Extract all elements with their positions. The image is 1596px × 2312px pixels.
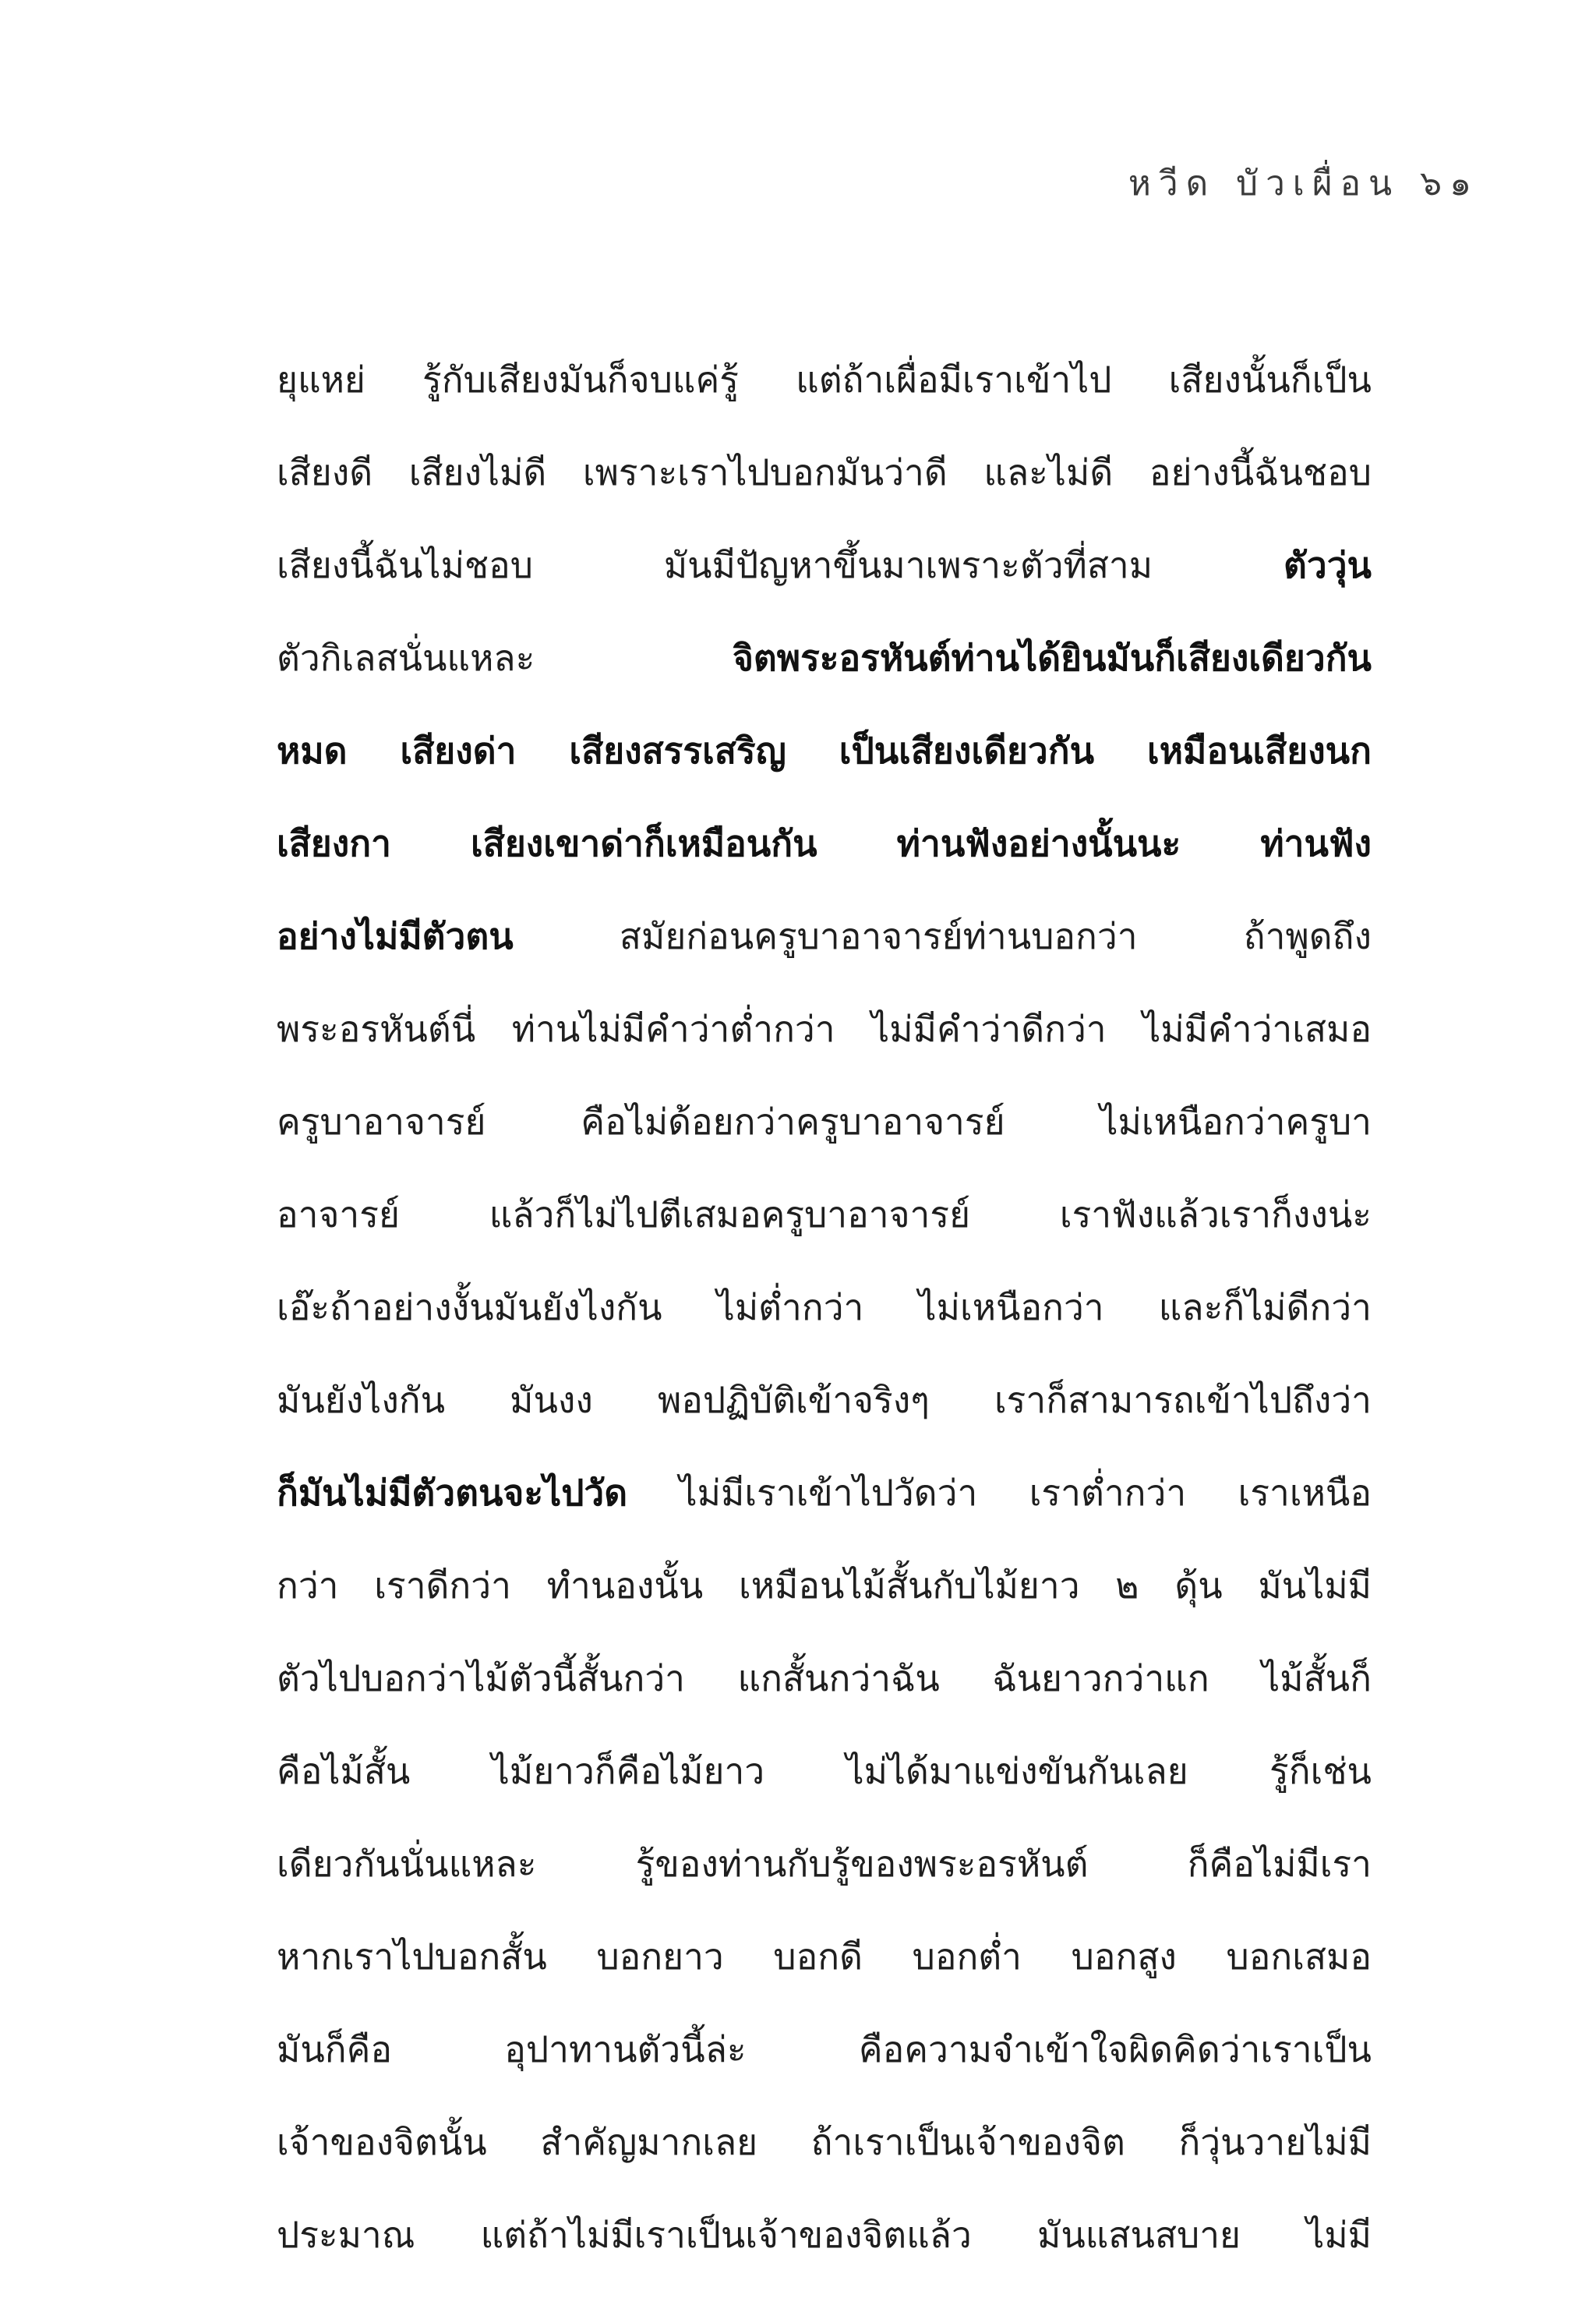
word: มันมีปัญหาขึ้นมาเพราะตัวที่สาม	[663, 544, 1153, 586]
word: เอ๊ะถ้าอย่างงั้นมันยังไงกัน	[277, 1286, 662, 1328]
word: ไม่มีคำว่าดีกว่า	[871, 1008, 1107, 1050]
text-line	[277, 426, 1372, 519]
word: แล้วก็ไม่ไปตีเสมอครูบาอาจารย์	[489, 1193, 971, 1236]
word: เสียงไม่ดี	[408, 451, 547, 493]
text-line	[277, 1540, 1372, 1632]
word: ตัวไปบอกว่าไม้ตัวนี้สั้นกว่า	[277, 1657, 686, 1699]
running-header	[1128, 156, 1479, 210]
word: คือไม่ด้อยกว่าครูบาอาจารย์	[581, 1101, 1005, 1143]
word: บอกต่ำ	[912, 1936, 1022, 1978]
bold-word: ก็มันไม่มีตัวตนจะไปวัด	[277, 1472, 628, 1514]
word: ไม่มีเราเข้าไปวัดว่า	[679, 1472, 978, 1514]
word: ฉันยาวกว่าแก	[992, 1657, 1209, 1699]
text-line	[277, 890, 1372, 983]
word: เราเหนือ	[1238, 1472, 1372, 1514]
word: และก็ไม่ดีกว่า	[1158, 1286, 1372, 1328]
bold-word: เสียงด่า	[400, 730, 517, 772]
word: รู้ของท่านกับรู้ของพระอรหันต์	[635, 1843, 1089, 1885]
word: สำคัญมากเลย	[540, 2121, 758, 2163]
word: ถ้าพูดถึง	[1243, 915, 1372, 957]
word: อาจารย์	[277, 1193, 400, 1236]
word: และไม่ดี	[983, 451, 1114, 493]
word: บอกเสมอ	[1226, 1936, 1372, 1978]
word: อุปาทานตัวนี้ล่ะ	[504, 2028, 747, 2070]
word: ทำนองนั้น	[546, 1564, 704, 1607]
bold-word: เหมือนเสียงนก	[1147, 730, 1372, 772]
text-line	[277, 1261, 1372, 1354]
word: ก็วุ่นวายไม่มี	[1178, 2121, 1372, 2163]
bold-word: เสียงสรรเสริญ	[569, 730, 786, 772]
text-line	[277, 2096, 1372, 2189]
word: ดุ้น	[1174, 1564, 1223, 1607]
bold-word: เสียงเขาด่าก็เหมือนกัน	[471, 822, 817, 864]
bold-word: เป็นเสียงเดียวกัน	[839, 730, 1095, 772]
text-line	[277, 1354, 1372, 1447]
bold-word: ท่านฟัง	[1260, 822, 1372, 864]
word: ไม่ต่ำกว่า	[716, 1286, 864, 1328]
word: มันไม่มี	[1258, 1564, 1372, 1607]
word: กว่า	[277, 1564, 339, 1607]
header-author-first: หวีด	[1128, 164, 1216, 203]
word: ถ้าเราเป็นเจ้าของจิต	[810, 2121, 1125, 2163]
word: เสียงนั้นก็เป็น	[1168, 359, 1372, 401]
word: ไม้ยาวก็คือไม้ยาว	[491, 1750, 765, 1792]
word: ไม่เหนือกว่าครูบา	[1100, 1101, 1372, 1143]
word: มันยังไงกัน	[277, 1379, 446, 1421]
bold-word: ตัววุ่น	[1284, 544, 1372, 586]
word: หากเราไปบอกสั้น	[277, 1936, 547, 1978]
text-line	[277, 334, 1372, 426]
word: ไม้สั้นก็	[1262, 1657, 1372, 1699]
word: เหมือนไม้สั้นกับไม้ยาว	[739, 1564, 1080, 1607]
word: เดียวกันนั่นแหละ	[277, 1843, 537, 1885]
bold-word: อย่างไม่มีตัวตน	[277, 915, 514, 957]
word: ไม่มี	[1306, 2214, 1372, 2256]
text-line	[277, 1076, 1372, 1168]
word: เราฟังแล้วเราก็งงน่ะ	[1059, 1193, 1372, 1236]
bold-word: เสียงกา	[277, 822, 391, 864]
text-line	[277, 1818, 1372, 1911]
text-line	[277, 519, 1372, 612]
word: รู้กับเสียงมันก็จบแค่รู้	[422, 359, 739, 401]
text-line	[277, 1911, 1372, 2003]
word: เพราะเราไปบอกมันว่าดี	[582, 451, 948, 493]
word: ครูบาอาจารย์	[277, 1101, 486, 1143]
word: ๒	[1115, 1564, 1139, 1607]
bold-word: หมด	[277, 730, 348, 772]
text-line	[277, 2003, 1372, 2096]
word: บอกสูง	[1071, 1936, 1177, 1978]
bold-word: จิตพระอรหันต์ท่านได้ยินมันก็เสียงเดียวกัน	[732, 637, 1372, 679]
word: แต่ถ้าเผื่อมีเราเข้าไป	[796, 359, 1112, 401]
text-line	[277, 1447, 1372, 1540]
word: ก็คือไม่มีเรา	[1187, 1843, 1372, 1885]
text-line	[277, 983, 1372, 1076]
word: ตัวกิเลสนั่นแหละ	[277, 637, 535, 679]
word: เจ้าของจิตนั้น	[277, 2121, 487, 2163]
word: พระอรหันต์นี่	[277, 1008, 476, 1050]
text-line	[277, 797, 1372, 890]
text-line	[277, 1632, 1372, 1725]
word: มันงง	[510, 1379, 593, 1421]
word: ไม่มีคำว่าเสมอ	[1142, 1008, 1372, 1050]
header-author-last: บัวเผื่อน	[1236, 164, 1400, 203]
text-line	[277, 705, 1372, 797]
text-line	[277, 1168, 1372, 1261]
text-line	[277, 612, 1372, 705]
word: มันก็คือ	[277, 2028, 393, 2070]
word: มันแสนสบาย	[1037, 2214, 1241, 2256]
word: ประมาณ	[277, 2214, 415, 2256]
word: รู้ก็เช่น	[1269, 1750, 1372, 1792]
word: แกสั้นกว่าฉัน	[737, 1657, 940, 1699]
word: ท่านไม่มีคำว่าต่ำกว่า	[511, 1008, 835, 1050]
word: เสียงนี้ฉันไม่ชอบ	[277, 544, 533, 586]
word: คือความจำเข้าใจผิดคิดว่าเราเป็น	[858, 2028, 1372, 2070]
word: บอกยาว	[596, 1936, 724, 1978]
word: สมัยก่อนครูบาอาจารย์ท่านบอกว่า	[619, 915, 1138, 957]
word: เราดีกว่า	[374, 1564, 511, 1607]
word: ไม่เหนือกว่า	[918, 1286, 1104, 1328]
text-line	[277, 2189, 1372, 2282]
word: อย่างนี้ฉันชอบ	[1149, 451, 1372, 493]
word: เราต่ำกว่า	[1029, 1472, 1187, 1514]
text-line	[277, 1725, 1372, 1818]
word: ไม่ได้มาแข่งขันกันเลย	[846, 1750, 1188, 1792]
word: พอปฏิบัติเข้าจริงๆ	[657, 1379, 930, 1421]
word: เสียงดี	[277, 451, 373, 493]
body-text	[277, 334, 1372, 2282]
word: เราก็สามารถเข้าไปถึงว่า	[994, 1379, 1372, 1421]
word: บอกดี	[773, 1936, 863, 1978]
word: คือไม้สั้น	[277, 1750, 411, 1792]
bold-word: ท่านฟังอย่างนั้นนะ	[896, 822, 1181, 864]
word: ยุแหย่	[277, 359, 365, 401]
word: แต่ถ้าไม่มีเราเป็นเจ้าของจิตแล้ว	[480, 2214, 972, 2256]
page-number: ๖๑	[1420, 164, 1479, 203]
